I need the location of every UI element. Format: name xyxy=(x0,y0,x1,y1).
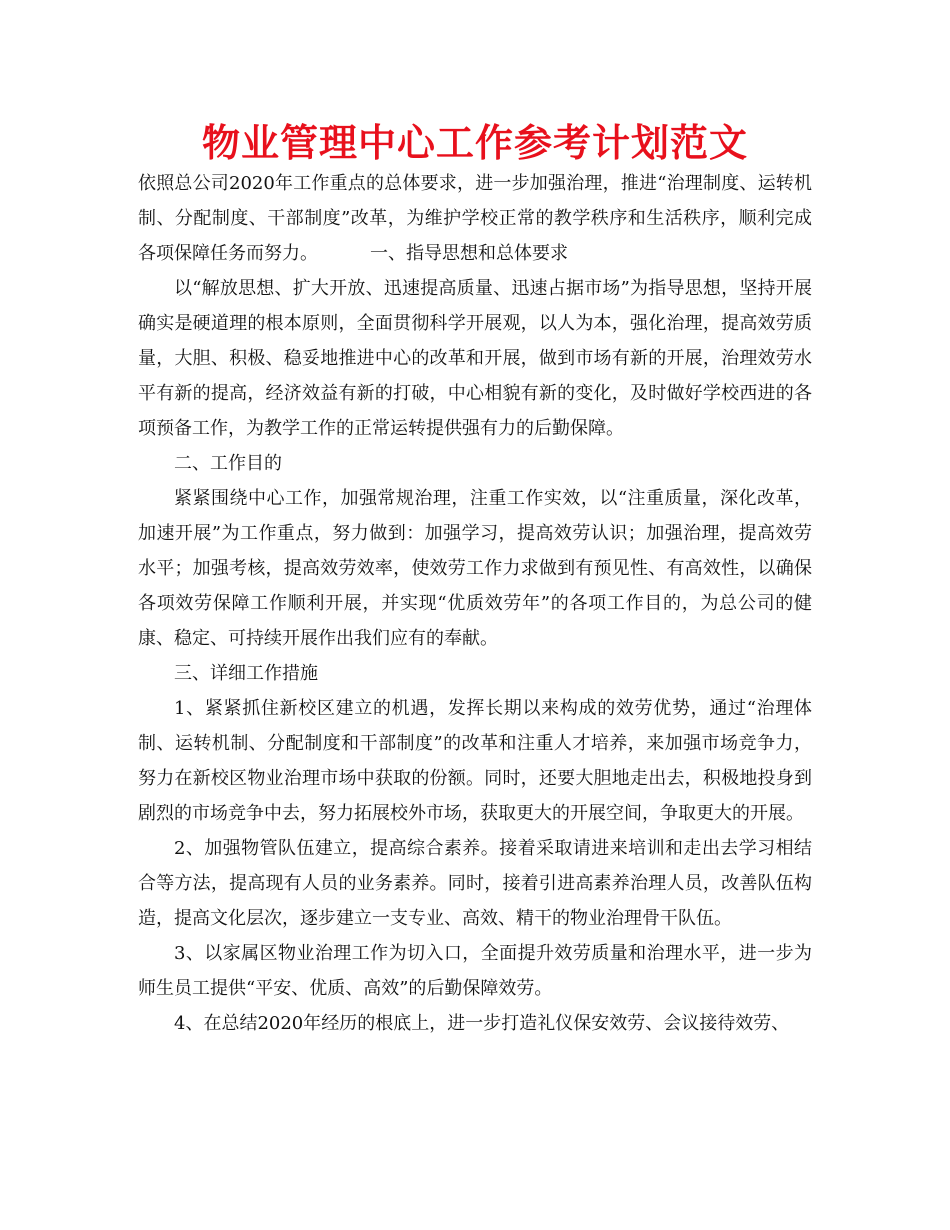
intro-text: 依照总公司2020年工作重点的总体要求，进一步加强治理，推进“治理制度、运转机制、分配制度、干部制度”改革，为维护学校正常的教学秩序和生活秩序，顺利完成各项保障任务而努力。 xyxy=(138,173,812,264)
measure-paragraph-4: 4、在总结2020年经历的根底上，进一步打造礼仪保安效劳、会议接待效劳、 xyxy=(174,1013,790,1034)
measure-paragraph-2: 2、加强物管队伍建立，提高综合素养。接着采取请进来培训和走出去学习相结合等方法，提高现有人员的业务素养。同时，接着引进高素养治理人员，改善队伍构造，提高文化层次，逐步建立一支专业、高效、精干的物业治理骨干队伍。 xyxy=(138,838,812,929)
section-1-paragraph: 以“解放思想、扩大开放、迅速提高质量、迅速占据市场”为指导思想，坚持开展确实是硬道理的根本原则，全面贯彻科学开展观，以人为本，强化治理，提高效劳质量，大胆、积极、稳妥地推进中心的改革和开展，做到市场有新的开展，治理效劳水平有新的提高，经济效益有新的打破，中心相貌有新的变化，及时做好学校西进的各项预备工作，为教学工作的正常运转提供强有力的后勤保障。 xyxy=(138,278,812,439)
document-body xyxy=(138,166,812,1041)
section-heading-2: 二、工作目的 xyxy=(174,453,282,474)
document-title: 物业管理中心工作参考计划范文 xyxy=(201,121,748,165)
measure-paragraph-1: 1、紧紧抓住新校区建立的机遇，发挥长期以来构成的效劳优势，通过“治理体制、运转机制、分配制度和干部制度”的改革和注重人才培养，来加强市场竞争力，努力在新校区物业治理市场中获取的份额。同时，还要大胆地走出去，积极地投身到剧烈的市场竞争中去，努力拓展校外市场，获取更大的开展空间，争取更大的开展。 xyxy=(138,698,812,824)
section-heading-3: 三、详细工作措施 xyxy=(174,663,318,684)
section-heading-1: 一、指导思想和总体要求 xyxy=(370,243,568,264)
measure-paragraph-3: 3、以家属区物业治理工作为切入口，全面提升效劳质量和治理水平，进一步为师生员工提供“平安、优质、高效”的后勤保障效劳。 xyxy=(138,943,812,999)
section-2-paragraph: 紧紧围绕中心工作，加强常规治理，注重工作实效，以“注重质量，深化改革，加速开展”为工作重点，努力做到：加强学习，提高效劳认识；加强治理，提高效劳水平；加强考核，提高效劳效率，使效劳工作力求做到有预见性、有高效性，以确保各项效劳保障工作顺利开展，并实现“优质效劳年”的各项工作目的，为总公司的健康、稳定、可持续开展作出我们应有的奉献。 xyxy=(138,488,812,649)
intro-paragraph xyxy=(138,166,812,271)
